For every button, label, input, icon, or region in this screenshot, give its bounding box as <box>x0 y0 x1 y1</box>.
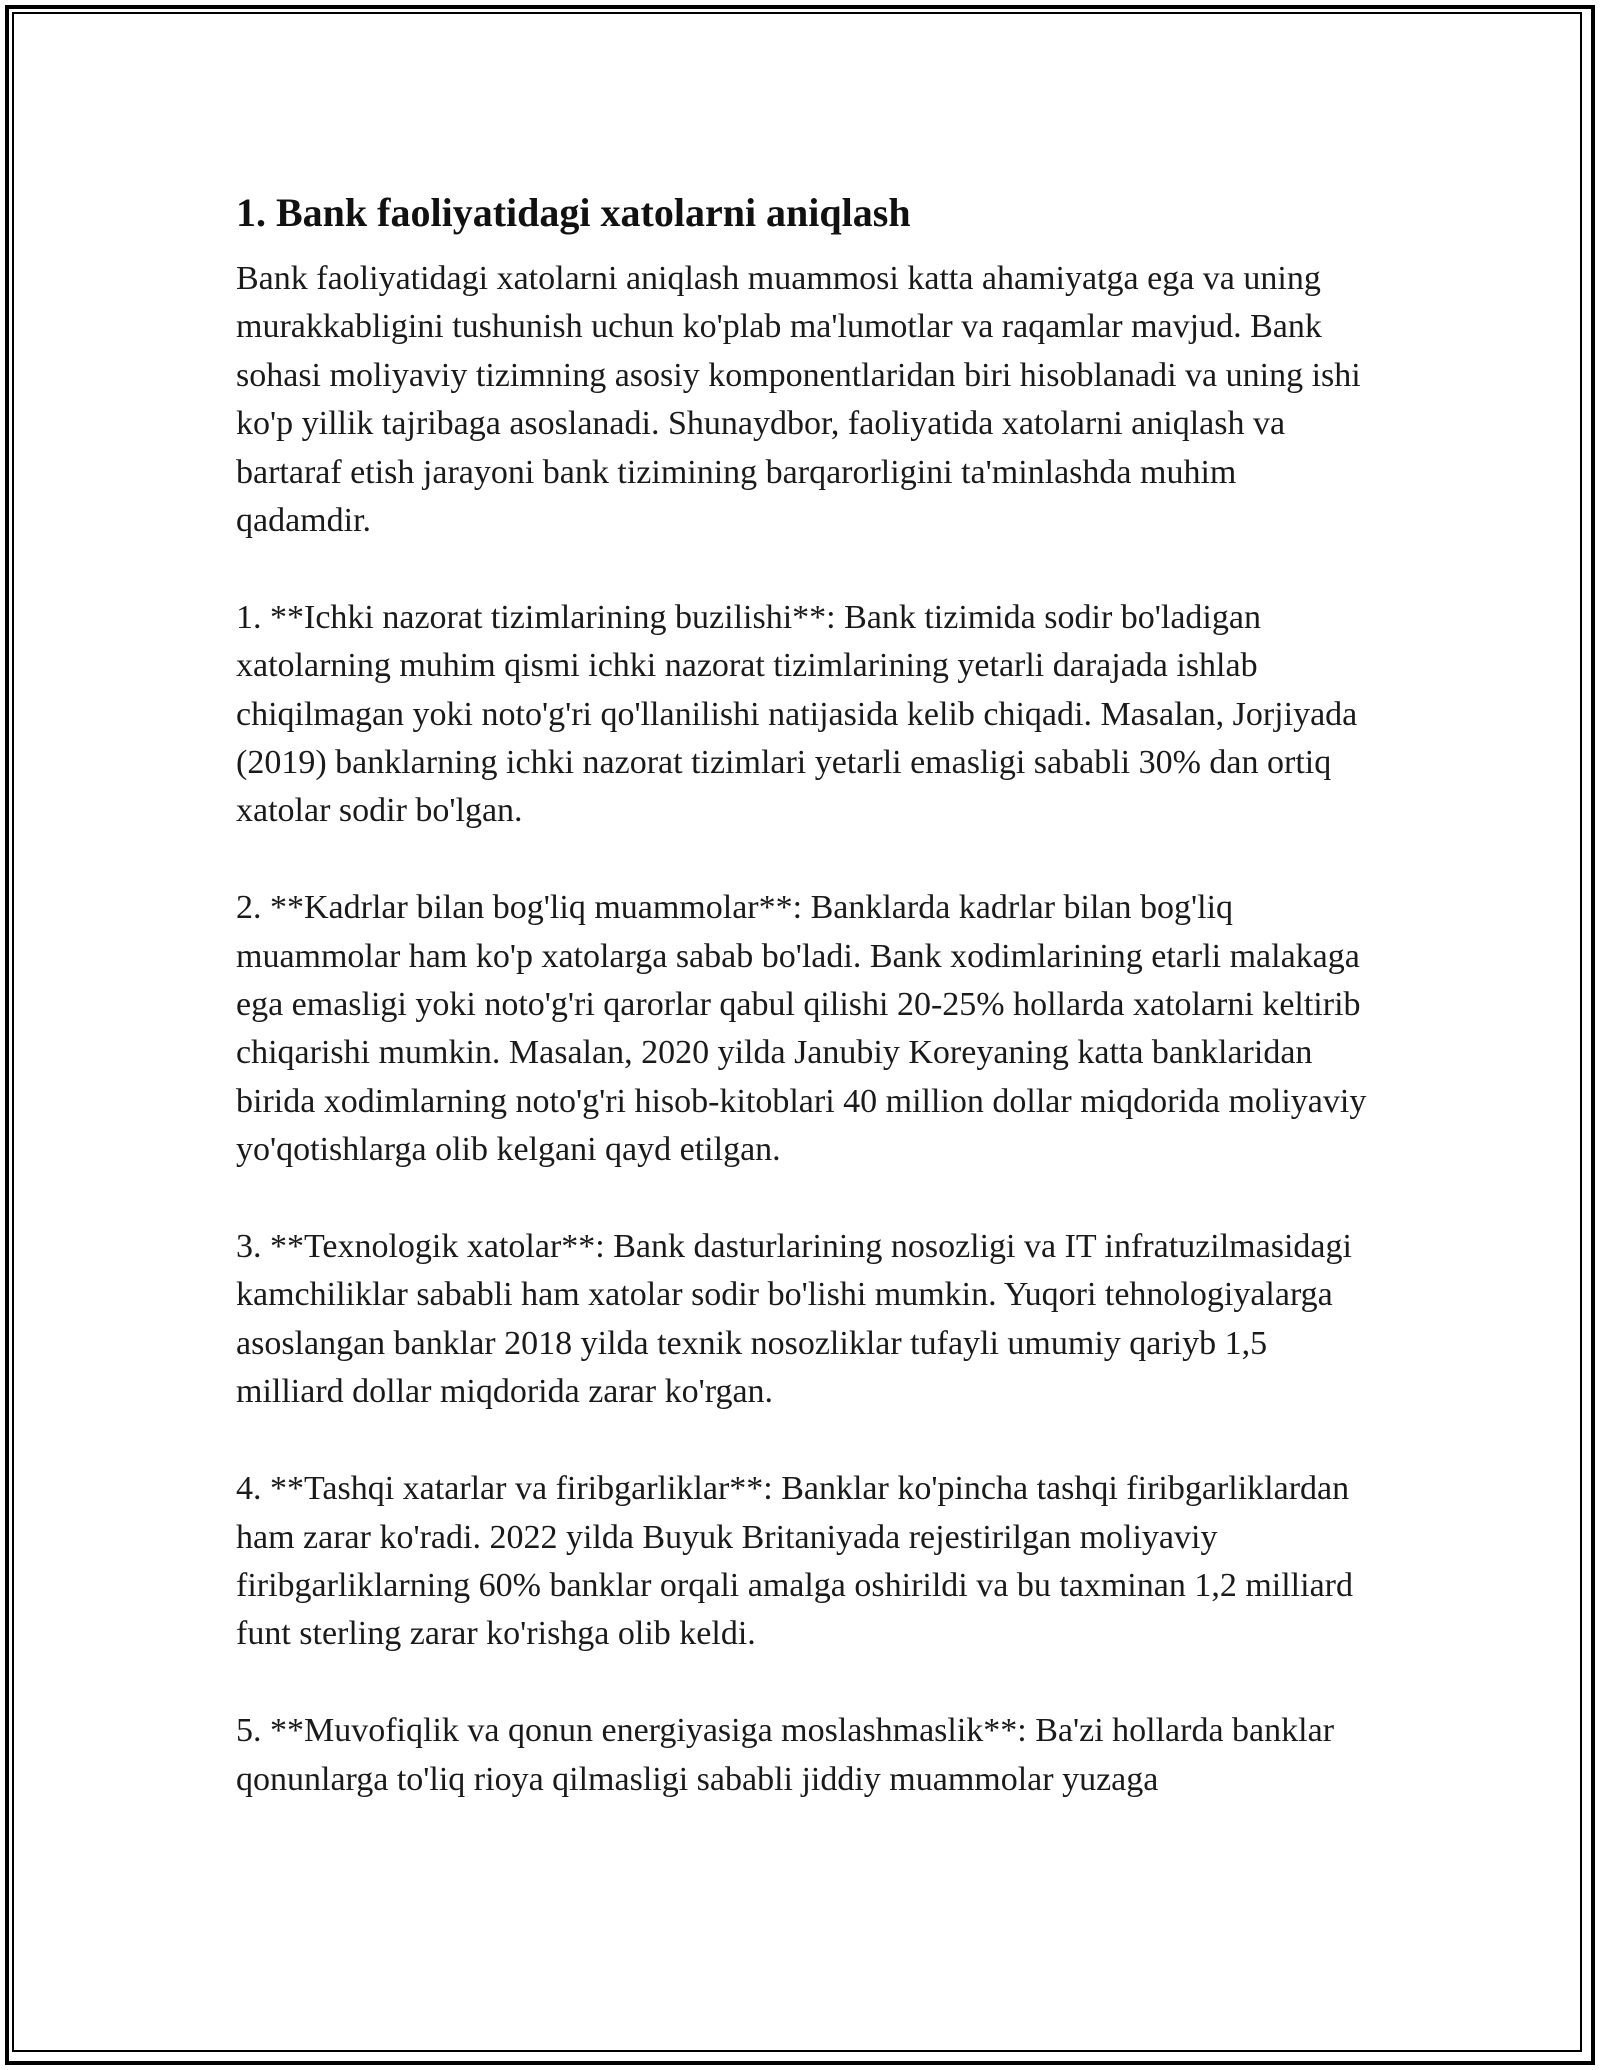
list-item-internal-control: 1. **Ichki nazorat tizimlarining buzilishi**: Bank tizimida sodir bo'ladigan xatolarning muhim qismi ichki nazorat tizimlarining yetarli darajada ishlab chiqilmagan yoki noto'g'ri qo'llanilishi natijasida kelib chiqadi. Masalan, Jorjiyada (2019) banklarning ichki nazorat tizimlari yetarli emasligi sababli 30% dan ortiq xatolar sodir bo'lgan. <box>236 598 1358 830</box>
list-item-technology-errors: 3. **Texnologik xatolar**: Bank dasturlarining nosozligi va IT infratuzilmasidagi kamchiliklar sababli ham xatolar sodir bo'lishi mumkin. Yuqori tehnologiyalarga asoslangan banklar 2018 yilda texnik nosozliklar tufayli umumiy qariyb 1,5 milliard dollar miqdorida zarar ko'rgan. <box>236 1228 1352 1411</box>
list-item-staff-issues: 2. **Kadrlar bilan bog'liq muammolar**: Banklarda kadrlar bilan bog'liq muammolar ham ko'p xatolarga sabab bo'ladi. Bank xodimlarining etarli malakaga ega emasligi yoki noto'g'ri qarorlar qabul qilishi 20-25% hollarda xatolarni keltirib chiqarishi mumkin. Masalan, 2020 yilda Janubiy Koreyaning katta banklaridan birida xodimlarning noto'g'ri hisob-kitoblari 40 million dollar miqdorida moliyaviy yo'qotishlarga olib kelgani qayd etilgan. <box>236 889 1367 1169</box>
list-item-compliance: 5. **Muvofiqlik va qonun energiyasiga moslashmaslik**: Ba'zi hollarda banklar qonunlarga to'liq rioya qilmasligi sababli jiddiy muammolar yuzaga <box>236 1712 1335 1798</box>
intro-paragraph: Bank faoliyatidagi xatolarni aniqlash muammosi katta ahamiyatga ega va uning murakkabligini tushunish uchun ko'plab ma'lumotlar va raqamlar mavjud. Bank sohasi moliyaviy tizimning asosiy komponentlaridan biri hisoblanadi va uning ishi ko'p yillik tajribaga asoslanadi. Shunaydbor, faoliyatida xatolarni aniqlash va bartaraf etish jarayoni bank tizimining barqarorligini ta'minlashda muhim qadamdir. <box>236 260 1361 540</box>
section-title: 1. Bank faoliyatidagi xatolarni aniqlash <box>236 190 911 235</box>
list-item-external-fraud: 4. **Tashqi xatarlar va firibgarliklar**: Banklar ko'pincha tashqi firibgarliklardan ham zarar ko'radi. 2022 yilda Buyuk Britaniyada rejestirilgan moliyaviy firibgarliklarning 60% banklar orqali amalga oshirildi va bu taxminan 1,2 milliard funt sterling zarar ko'rishga olib keldi. <box>236 1470 1353 1653</box>
document-body <box>236 183 1376 1852</box>
